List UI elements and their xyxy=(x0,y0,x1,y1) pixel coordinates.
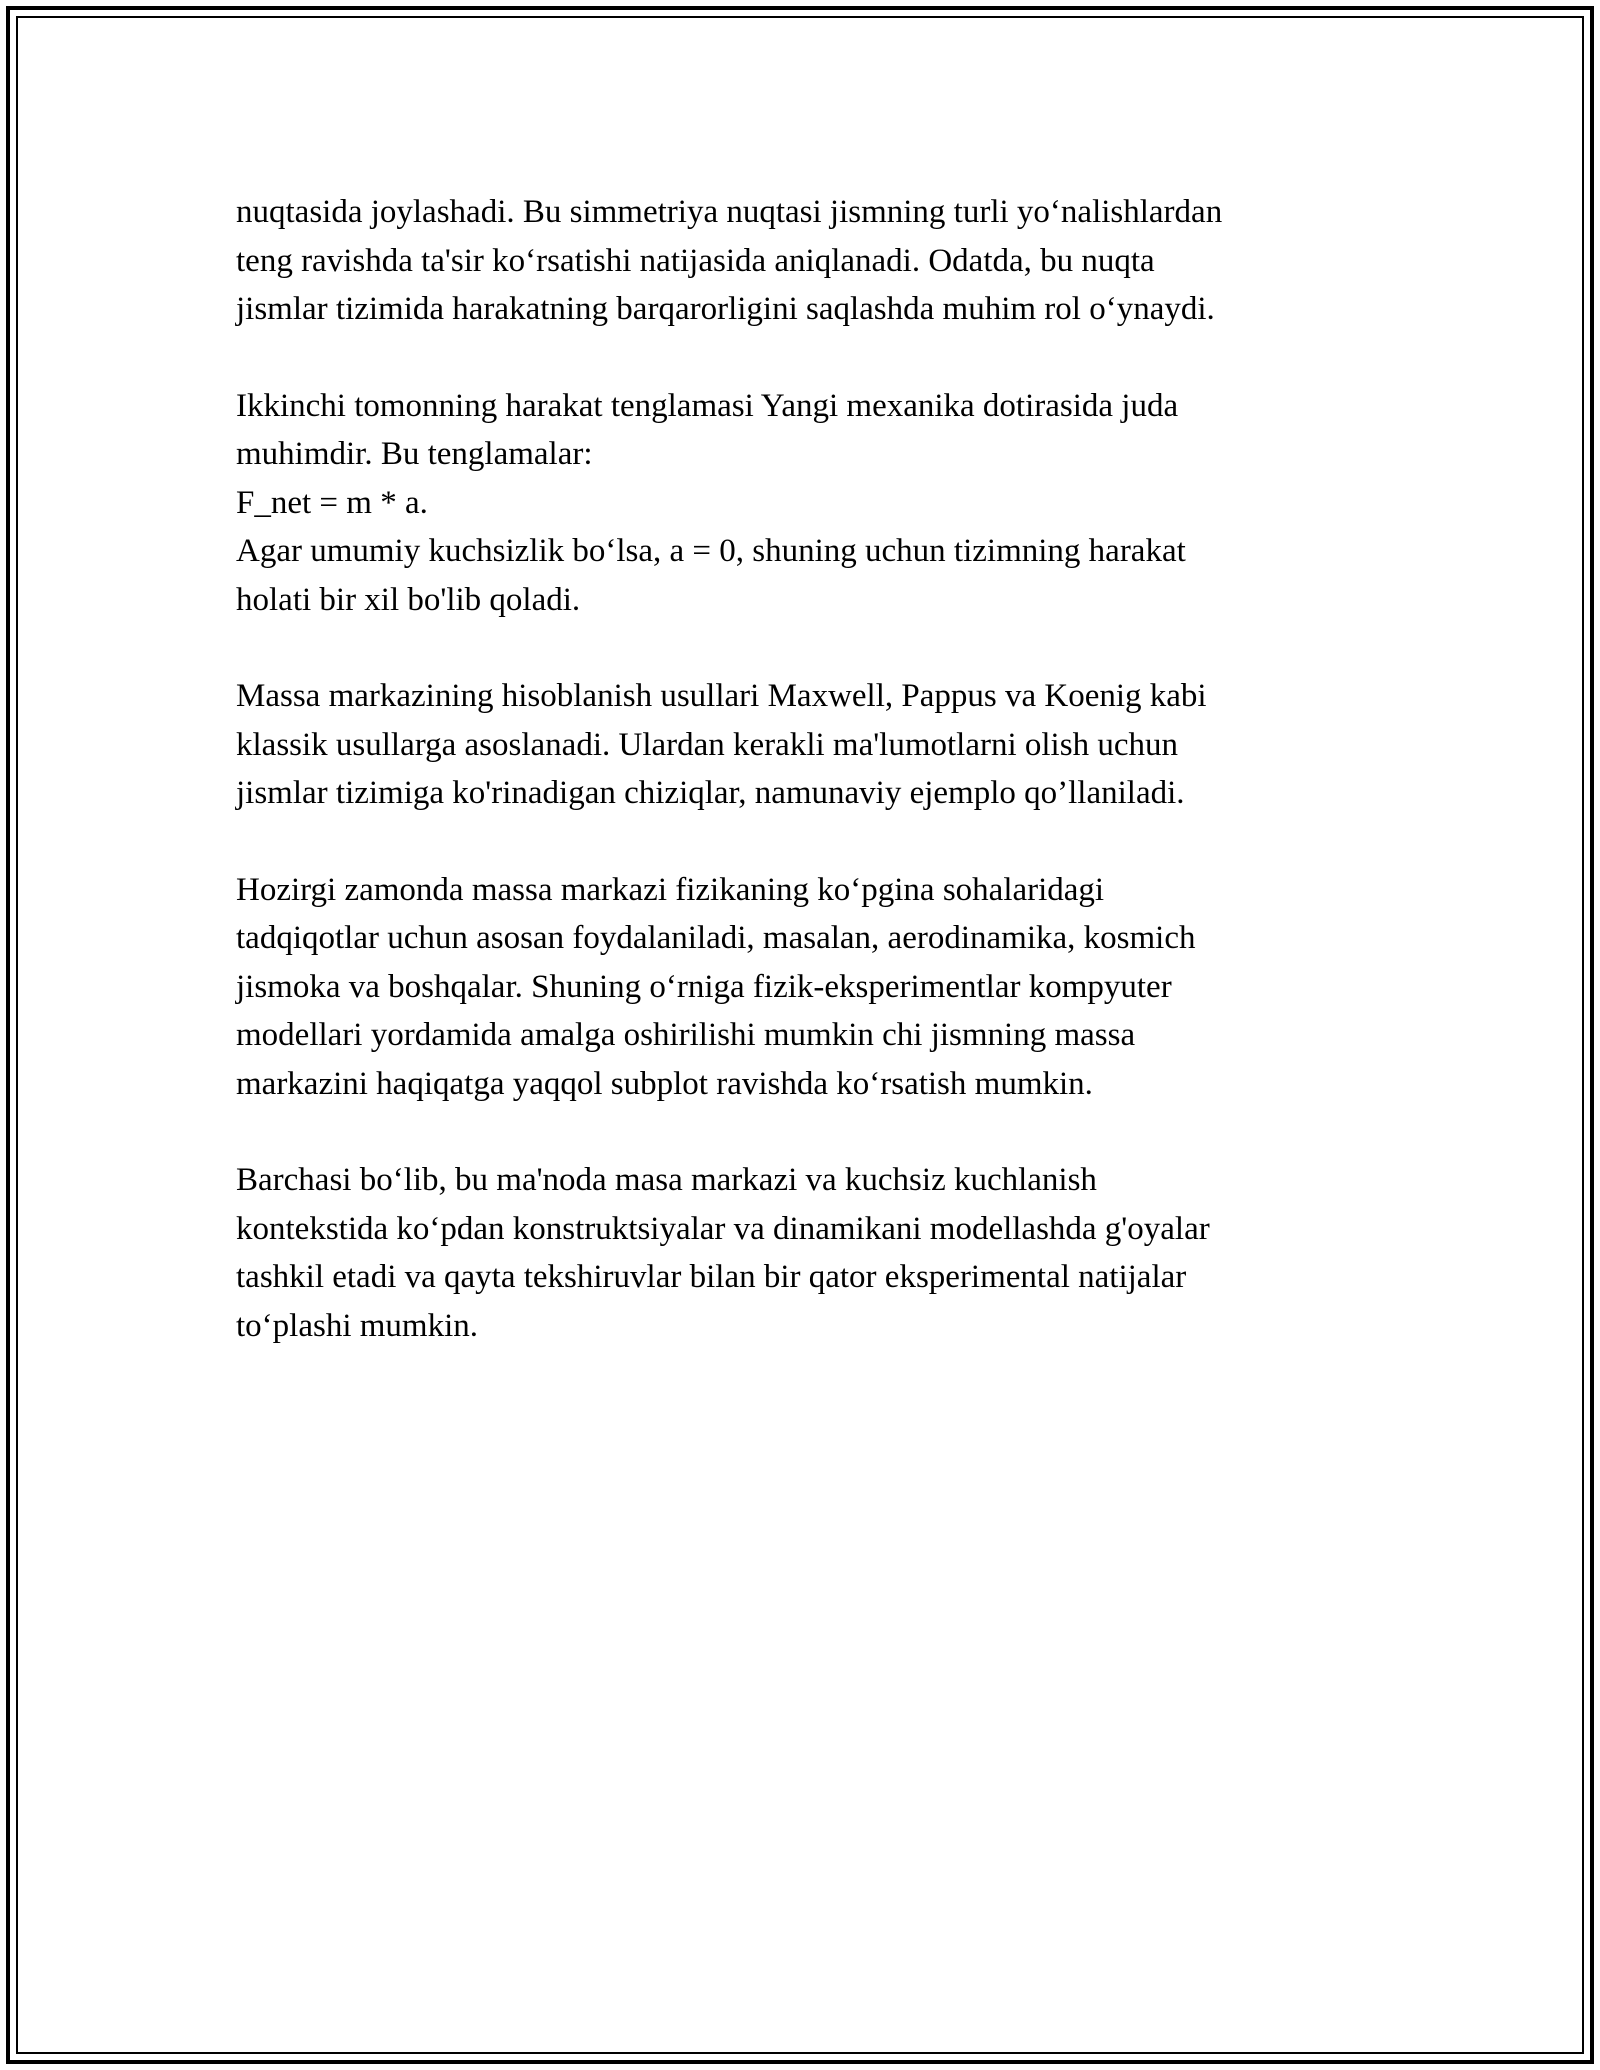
text-line: to‘plashi mumkin. xyxy=(236,1307,478,1344)
text-line: tadqiqotlar uchun asosan foydalaniladi, masalan, aerodinamika, kosmich xyxy=(236,920,1196,956)
document-body xyxy=(236,188,1346,1398)
paragraph-equation-of-motion xyxy=(236,382,1346,625)
text-line: klassik usullarga asoslanadi. Ulardan kerakli ma'lumotlarni olish uchun xyxy=(236,726,1178,763)
text-line: teng ravishda ta'sir ko‘rsatishi natijasida aniqlanadi. Odatda, bu nuqta xyxy=(236,242,1155,279)
text-line: jismoka va boshqalar. Shuning o‘rniga fizik-eksperimentlar kompyuter xyxy=(236,968,1172,1005)
text-line: Ikkinchi tomonning harakat tenglamasi Yangi mexanika dotirasida juda xyxy=(236,387,1179,424)
equation-line: F_net = m * a. xyxy=(236,484,428,521)
text-line: Barchasi bo‘lib, bu ma'noda masa markazi va kuchsiz kuchlanish xyxy=(236,1162,1097,1198)
text-line: holati bir xil bo'lib qoladi. xyxy=(236,581,581,618)
text-line: nuqtasida joylashadi. Bu simmetriya nuqtasi jismning turli yo‘nalishlardan xyxy=(236,194,1223,230)
text-line: Agar umumiy kuchsizlik bo‘lsa, a = 0, shuning uchun tizimning harakat xyxy=(236,533,1186,569)
text-line: jismlar tizimiga ko'rinadigan chiziqlar, namunaviy ejemplo qo’llaniladi. xyxy=(236,775,1185,811)
text-line: Massa markazining hisoblanish usullari Maxwell, Pappus va Koenig kabi xyxy=(236,678,1207,714)
text-line: jismlar tizimida harakatning barqarorligini saqlashda muhim rol o‘ynaydi. xyxy=(236,291,1215,327)
text-line: modellari yordamida amalga oshirilishi mumkin chi jismning massa xyxy=(236,1017,1136,1053)
text-line: tashkil etadi va qayta tekshiruvlar bilan bir qator eksperimental natijalar xyxy=(236,1259,1187,1295)
paragraph-conclusion xyxy=(236,1156,1346,1350)
text-line: kontekstida ko‘pdan konstruktsiyalar va dinamikani modellashda g'oyalar xyxy=(236,1210,1210,1247)
paragraph-symmetry-point xyxy=(236,188,1346,334)
paragraph-modern-applications xyxy=(236,866,1346,1109)
paragraph-calculation-methods xyxy=(236,672,1346,818)
text-line: markazini haqiqatga yaqqol subplot ravishda ko‘rsatish mumkin. xyxy=(236,1065,1093,1102)
text-line: muhimdir. Bu tenglamalar: xyxy=(236,436,593,472)
text-line: Hozirgi zamonda massa markazi fizikaning ko‘pgina sohalaridagi xyxy=(236,871,1105,908)
